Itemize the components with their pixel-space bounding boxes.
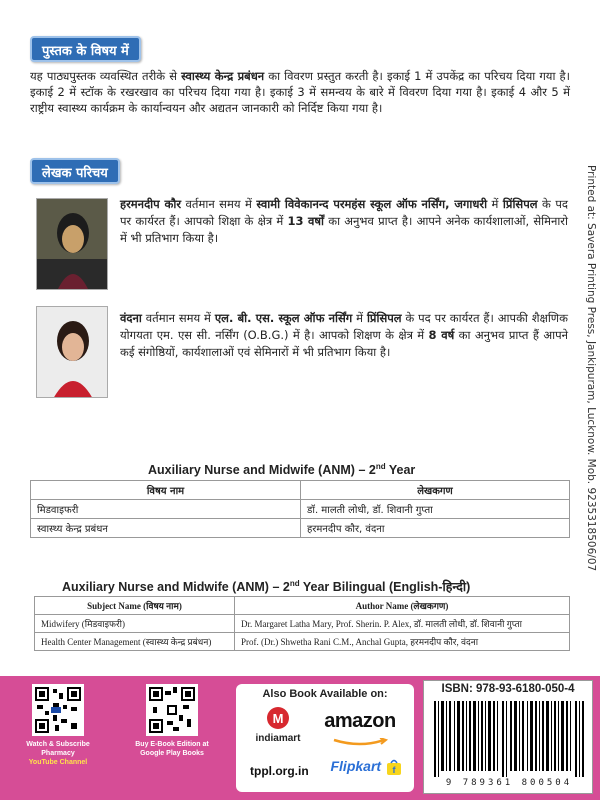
table1-header-authors: लेखकगण bbox=[301, 481, 570, 500]
playbooks-caption-line1: Buy E-Book Edition at bbox=[135, 741, 209, 748]
author2-photo bbox=[36, 306, 108, 398]
table2-cell: Midwifery (मिडवाइफरी) bbox=[35, 615, 235, 633]
youtube-qr-caption bbox=[18, 740, 98, 767]
indiamart-logo[interactable] bbox=[250, 706, 306, 744]
table2-header-authors: Author Name (लेखकगण) bbox=[235, 597, 570, 615]
playbooks-qr-code[interactable] bbox=[146, 684, 198, 736]
author2-bio-t4: का अनुभव प्राप्त हैं आपने कई संगोष्ठियों, कार्यशालाओं एवं सेमिनारों में भी प्रतिभाग किया है। bbox=[120, 328, 568, 359]
table2-title-post: Year Bilingual (English-हिन्दी) bbox=[299, 580, 471, 594]
table1-cell: स्वास्थ्य केन्द्र प्रबंधन bbox=[31, 519, 301, 538]
table1-cell: हरमनदीप कौर, वंदना bbox=[301, 519, 570, 538]
author2-bio-t2: में bbox=[352, 311, 367, 325]
author1-school: स्वामी विवेकानन्द परमहंस स्कूल ऑफ नर्सिंग, जगाधरी bbox=[256, 197, 488, 211]
about-book-heading: पुस्तक के विषय में bbox=[30, 36, 141, 62]
playbooks-qr-block[interactable] bbox=[126, 684, 218, 758]
youtube-caption-line1: Watch & Subscribe bbox=[26, 741, 90, 748]
footer-band bbox=[0, 676, 600, 800]
table1-header-subject: विषय नाम bbox=[31, 481, 301, 500]
table-row bbox=[35, 633, 570, 651]
table2-title-sup: nd bbox=[289, 578, 300, 588]
table1 bbox=[30, 480, 570, 538]
author1-bio-t1: वर्तमान समय में bbox=[181, 197, 257, 211]
flipkart-logo[interactable] bbox=[326, 758, 406, 776]
isbn-text: ISBN: 978-93-6180-050-4 bbox=[441, 683, 575, 695]
youtube-qr-block[interactable] bbox=[18, 684, 98, 767]
author1-bio-t3: के पद पर कार्यरत हैं। आपको शिक्षा के क्षेत्र में bbox=[120, 197, 568, 228]
author1-photo bbox=[36, 198, 108, 290]
playbooks-caption-line2: Google Play Books bbox=[140, 750, 204, 757]
youtube-caption-line2: Pharmacy bbox=[41, 750, 75, 757]
isbn-box bbox=[423, 680, 593, 794]
table1-title-sup: nd bbox=[375, 462, 386, 471]
author-intro-heading: लेखक परिचय bbox=[30, 158, 120, 184]
author1-years: 13 वर्षों bbox=[287, 214, 325, 228]
amazon-logo[interactable] bbox=[314, 710, 406, 751]
author1-name: हरमनदीप कौर bbox=[120, 197, 182, 211]
svg-text:f: f bbox=[392, 765, 396, 775]
table2-title-pre: Auxiliary Nurse and Midwife (ANM) – 2 bbox=[62, 580, 290, 594]
table2-header-subject: Subject Name (विषय नाम) bbox=[35, 597, 235, 615]
author2-school: एल. बी. एस. स्कूल ऑफ नर्सिंग bbox=[214, 311, 353, 325]
author1-bio-t2: में bbox=[487, 197, 503, 211]
table1-title bbox=[148, 462, 415, 477]
tppl-link[interactable]: tppl.org.in bbox=[250, 764, 309, 778]
author2-years: 8 वर्ष bbox=[428, 328, 455, 342]
table2-cell: Health Center Management (स्वास्थ्य केन्द्र प्रबंधन) bbox=[35, 633, 235, 651]
author1-bio bbox=[120, 196, 568, 247]
table1-cell: डॉ. मालती लोधी, डॉ. शिवानी गुप्ता bbox=[301, 500, 570, 519]
playbooks-qr-caption bbox=[126, 740, 218, 758]
table2-cell: Dr. Margaret Latha Mary, Prof. Sherin. P. Alex, डॉ. मालती लोधी, डॉ. शिवानी गुप्ता bbox=[235, 615, 570, 633]
svg-text:M: M bbox=[272, 711, 284, 726]
indiamart-icon bbox=[265, 706, 291, 730]
qr-icon bbox=[35, 687, 81, 733]
table-row bbox=[35, 615, 570, 633]
about-book-text bbox=[30, 68, 570, 116]
author2-role: प्रिंसिपल bbox=[366, 311, 402, 325]
table2-cell: Prof. (Dr.) Shwetha Rani C.M., Anchal Gupta, हरमनदीप कौर, वंदना bbox=[235, 633, 570, 651]
author2-bio-t1: वर्तमान समय में bbox=[141, 311, 215, 325]
author1-bio-t4: का अनुभव प्राप्त है। आपने अनेक कार्यशालाओं, सेमिनारो में भी प्रतिभाग किया है। bbox=[120, 214, 568, 245]
table1-title-post: Year bbox=[385, 463, 416, 478]
youtube-qr-code[interactable] bbox=[32, 684, 84, 736]
about-book-text-part2: का विवरण प्रस्तुत करती है। इकाई 1 में उपकेंद्र का परिचय दिया गया है। इकाई 2 में स्टॉक के रखरखाव का परिचय दिया गया है। इकाई 3 में समन्वय के बारे में विवरण दिया गया है। इकाई 4 और 5 में राष्ट्रीय स्वास्थ्य कार्यक्रम के कार्यान्वयन और अद्यतन जानकारी को निर्दिष्ट किया गया है। bbox=[30, 69, 571, 115]
table2 bbox=[34, 596, 570, 651]
author2-bio-t3: के पद पर कार्यरत हैं। आपकी शैक्षणिक योगयता एम. एस सी. नर्सिंग (O.B.G.) में है। आपको शिक्षण के क्षेत्र में bbox=[120, 311, 568, 342]
available-on-box bbox=[236, 684, 414, 792]
table-row bbox=[31, 500, 570, 519]
printer-note: Printed at: Savera Printing Press, Jankipuram, Lucknow. Mob. 9235318506/07 bbox=[585, 165, 597, 572]
flipkart-bag-icon bbox=[386, 758, 402, 776]
author1-role: प्रिंसिपल bbox=[502, 197, 538, 211]
barcode-icon bbox=[432, 701, 586, 777]
table2-title bbox=[62, 578, 470, 595]
about-book-text-part1: यह पाठ्यपुस्तक व्यवस्थित तरीके से bbox=[30, 69, 182, 83]
indiamart-text: indiamart bbox=[255, 733, 301, 744]
table-row bbox=[31, 519, 570, 538]
author2-name: वंदना bbox=[120, 311, 142, 325]
youtube-caption-line3: YouTube Channel bbox=[28, 759, 88, 766]
amazon-smile-icon bbox=[330, 738, 390, 746]
flipkart-text: Flipkart bbox=[330, 758, 382, 775]
amazon-text: amazon bbox=[324, 710, 396, 732]
author2-bio bbox=[120, 310, 568, 361]
table1-title-pre: Auxiliary Nurse and Midwife (ANM) – 2 bbox=[148, 463, 376, 478]
barcode-digits: 9 789361 800504 bbox=[445, 778, 573, 788]
table1-cell: मिडवाइफरी bbox=[31, 500, 301, 519]
qr-icon bbox=[149, 687, 195, 733]
available-on-title: Also Book Available on: bbox=[262, 688, 388, 700]
about-book-text-bold: स्वास्थ्य केन्द्र प्रबंधन bbox=[181, 69, 265, 83]
